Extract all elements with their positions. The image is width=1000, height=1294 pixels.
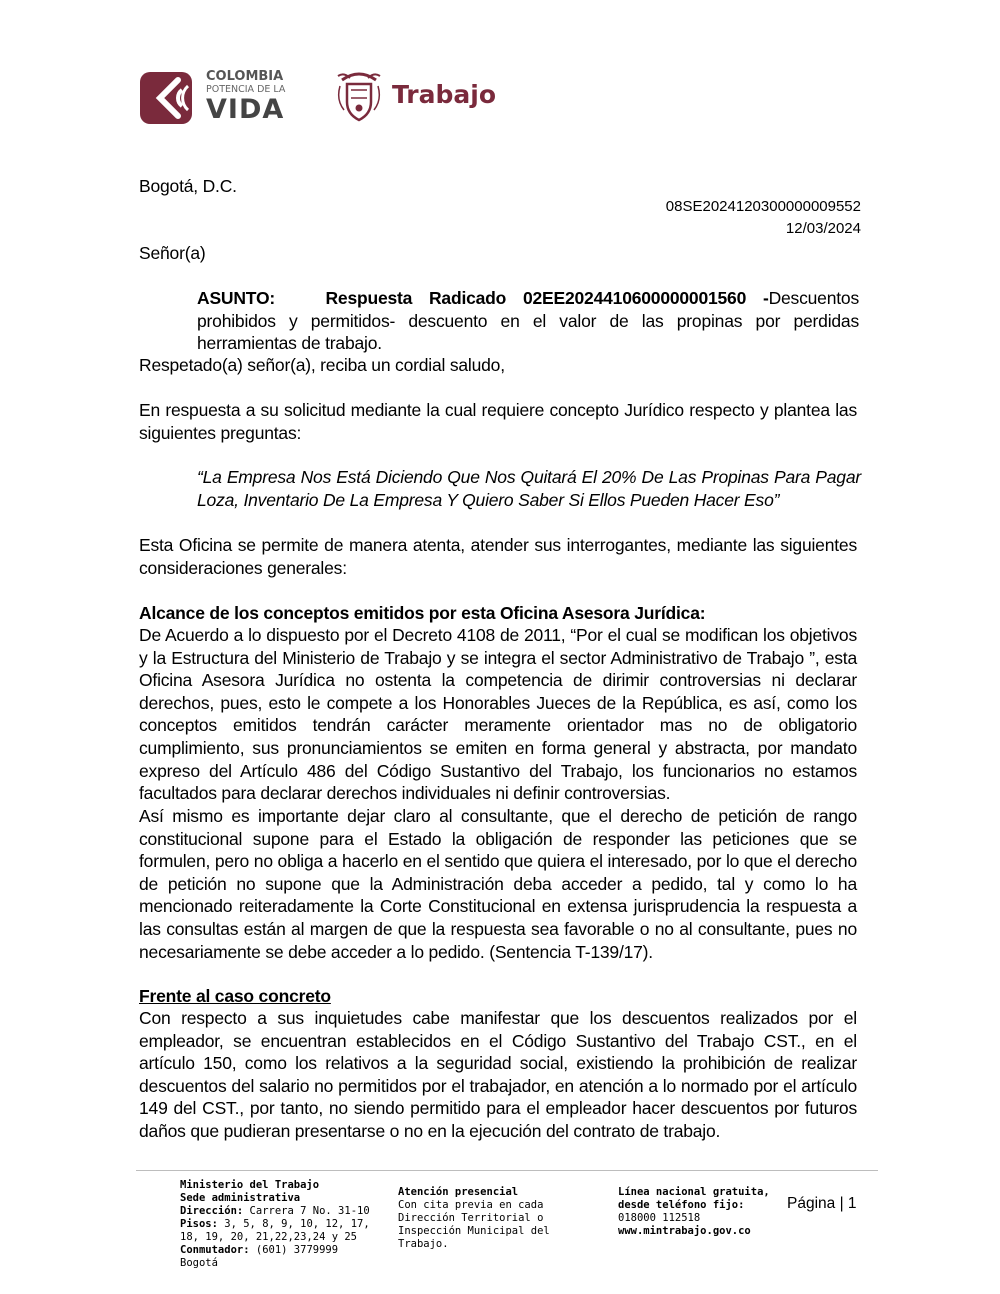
petition-quote: “La Empresa Nos Está Diciendo Que Nos Quitará El 20% De Las Propinas Para Pagar Loza, Inventario De La Empresa Y Quiero Saber Si Ellos Pueden Hacer Eso” [197, 467, 861, 510]
footer-switchboard-label: Conmutador: [180, 1244, 250, 1256]
footer-floors [180, 1218, 385, 1244]
coat-of-arms-icon [334, 66, 384, 126]
footer-floors-value: 3, 5, 8, 9, 10, 12, 17, 18, 19, 20, 21,22,23,24 y 25 [180, 1218, 370, 1243]
section-scope-body: De Acuerdo a lo dispuesto por el Decreto 4108 de 2011, “Por el cual se modifican los objetivos y la Estructura del Ministerio de Trabajo y se integra el sector Administrativo de Trabajo ”, esta Oficina Asesora Jurídica no ostenta la competencia de dirimir controversias ni declarar derechos, pues, esto le compete a los Honorables Jueces de la República, es así, como los conceptos emitidos tendrán carácter meramente orientador mas no de obligatorio cumplimiento, sus pronunciamientos se emiten en forma general y abstracta, por mandato expreso del Artículo 486 del Código Sustantivo del Trabajo, los funcionarios no estamos facultados para declarar derechos individuales ni definir controversias. [139, 625, 857, 804]
logo-colombia-line1: COLOMBIA [206, 69, 284, 84]
footer-ministry-subtitle: Sede administrativa [180, 1192, 301, 1204]
footer-ministry-info [180, 1179, 385, 1270]
footer-attention-info [398, 1186, 583, 1251]
considerations-paragraph: Esta Oficina se permite de manera atenta, atender sus interrogantes, mediante las siguientes consideraciones generales: [139, 535, 857, 578]
footer-ministry-title: Ministerio del Trabajo [180, 1179, 320, 1191]
greeting: Respetado(a) señor(a), reciba un cordial saludo, [139, 355, 505, 375]
footer-city: Bogotá [180, 1257, 218, 1269]
section-heading-case: Frente al caso concreto [139, 986, 331, 1006]
footer-hotline-info [618, 1186, 773, 1238]
asunto-radicado: Respuesta Radicado 02EE2024410600000001560 - [325, 288, 769, 308]
colombia-potencia-logo-icon [138, 70, 194, 126]
footer-address [180, 1205, 385, 1218]
footer-switchboard-value: (601) 3779999 [255, 1244, 339, 1256]
header-logos [138, 66, 498, 128]
asunto-label: ASUNTO: [197, 288, 275, 308]
footer-address-value: Carrera 7 No. 31-10 [249, 1205, 370, 1217]
recipient: Señor(a) [139, 243, 206, 263]
asunto-text: Descuentos prohibidos y permitidos- descuento en el valor de las propinas por perdidas herramientas de trabajo. [197, 288, 859, 354]
section-heading-scope: Alcance de los conceptos emitidos por esta Oficina Asesora Jurídica: [139, 603, 706, 623]
asunto-block [197, 287, 859, 355]
footer-hotline-phone: 018000 112518 [618, 1212, 701, 1224]
footer-hotline-title: Línea nacional gratuita, desde teléfono fijo: [618, 1186, 770, 1211]
footer-divider [136, 1170, 878, 1171]
logo-trabajo-text: Trabajo [392, 80, 497, 109]
page-number: Página | 1 [787, 1195, 857, 1212]
footer-attention-title: Atención presencial [398, 1186, 519, 1198]
intro-paragraph: En respuesta a su solicitud mediante la cual requiere concepto Jurídico respecto y plantea las siguientes preguntas: [139, 400, 857, 443]
document-date: 12/03/2024 [785, 220, 861, 237]
footer-website-link[interactable]: www.mintrabajo.gov.co [618, 1225, 751, 1237]
footer-attention-body: Con cita previa en cada Dirección Territorial o Inspección Municipal del Trabajo. [398, 1199, 550, 1250]
footer-address-label: Dirección: [180, 1205, 244, 1217]
section-case-body: Con respecto a sus inquietudes cabe manifestar que los descuentos realizados por el empleador, se encuentran establecidos en el Código Sustantivo del Trabajo CST., en el artículo 150, como los relativos a la seguridad social, existiendo la prohibición de realizar descuentos del salario no permitidos por el trabajador, en atención a lo normado por el artículo 149 del CST., por tanto, no siendo permitido para el empleador hacer descuentos por futuros daños que pudieran presentarse o no en la ejecución del contrato de trabajo. [139, 1008, 857, 1141]
footer-floors-label: Pisos: [180, 1218, 218, 1230]
city: Bogotá, D.C. [139, 176, 237, 196]
logo-colombia-line2: POTENCIA DE LA [206, 84, 286, 95]
logo-colombia-line3: VIDA [206, 94, 285, 125]
radicado-number: 08SE2024120300000009552 [665, 198, 861, 215]
footer-switchboard [180, 1244, 385, 1257]
petition-right-paragraph: Así mismo es importante dejar claro al consultante, que el derecho de petición de rango constitucional supone para el Estado la obligación de responder las peticiones que se formulen, pero no obliga a hacerlo en el sentido que quiera el interesado, por lo que el derecho de petición no supone que la Administración deba acceder a pedido, tal y como lo ha mencionado reiteradamente la Corte Constitucional en extensa jurisprudencia la respuesta a las consultas están al margen de que la respuesta sea favorable o no al consultante, pues no necesariamente se debe acceder a lo pedido. (Sentencia T-139/17). [139, 806, 857, 962]
